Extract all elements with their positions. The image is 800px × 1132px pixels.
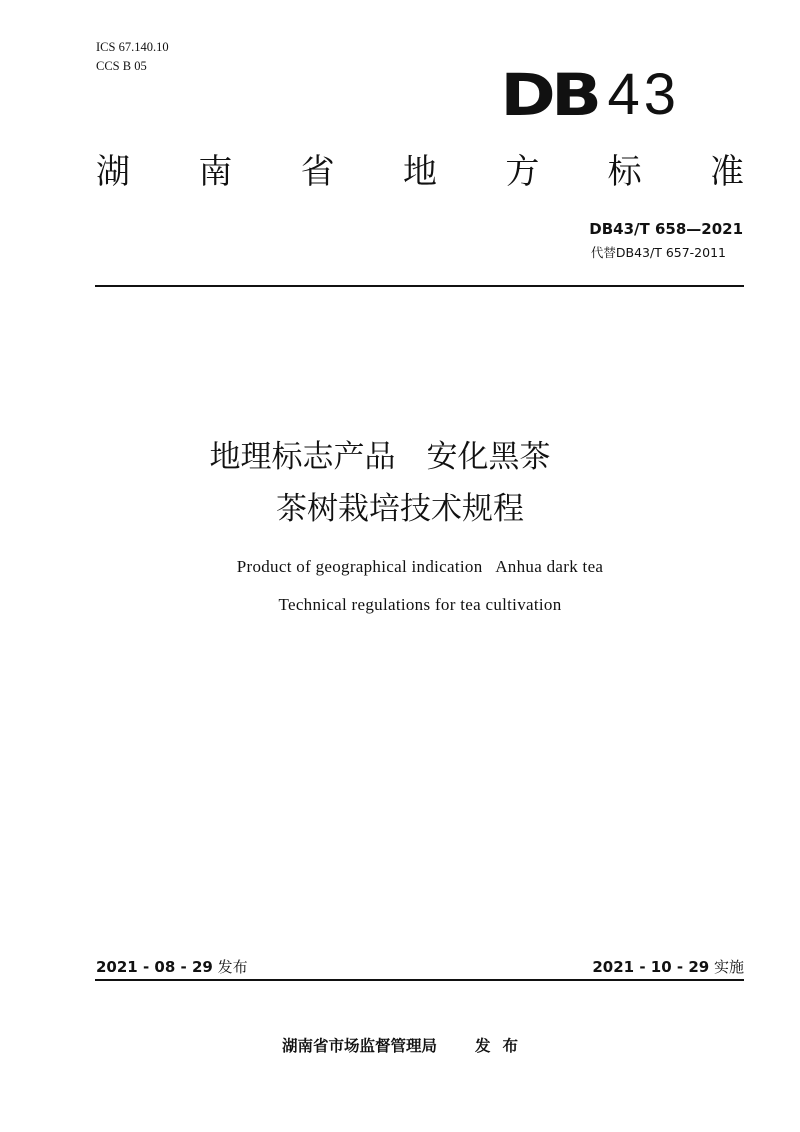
db-logo-letters: DB: [500, 61, 598, 129]
top-divider: [95, 285, 744, 287]
db-logo: [500, 61, 680, 129]
issuer-action-2: 布: [502, 1037, 519, 1055]
issuer: [0, 1035, 800, 1057]
issue-date-row: [96, 956, 248, 978]
ics-code: ICS 67.140.10: [96, 40, 169, 54]
issue-label: 发布: [217, 958, 248, 976]
ccs-code: CCS B 05: [96, 59, 147, 73]
db-logo-number: 43: [607, 62, 680, 127]
issuer-action-1: 发: [474, 1037, 491, 1055]
title-cn-line2: 茶树栽培技术规程: [276, 491, 524, 527]
standard-type-char: 准: [709, 152, 744, 192]
title-en-line2: Technical regulations for tea cultivation: [278, 595, 562, 614]
issuer-name: 湖南省市场监督管理局: [281, 1037, 437, 1055]
standard-type-char: 湖: [96, 152, 130, 192]
issue-date: 2021 - 08 - 29: [96, 958, 213, 976]
standard-type-char: 地: [402, 152, 437, 192]
standard-type-char: 方: [505, 152, 540, 192]
standard-type-char: 标: [607, 152, 642, 192]
standard-type-title: [96, 150, 744, 194]
title-en-line1: Product of geographical indication Anhua dark tea: [236, 557, 604, 576]
bottom-divider: [95, 979, 744, 981]
implement-date: 2021 - 10 - 29: [592, 958, 710, 976]
replaces-standard: 代替DB43/T 657-2011: [590, 245, 726, 260]
standard-type-char: 南: [198, 152, 233, 192]
standard-number: DB43/T 658—2021: [589, 220, 743, 238]
implement-date-row: [592, 956, 744, 978]
title-cn-line1: 地理标志产品 安化黑茶: [209, 439, 551, 475]
standard-type-char: 省: [300, 152, 335, 192]
classification-codes: [96, 38, 169, 76]
implement-label: 实施: [713, 958, 744, 976]
